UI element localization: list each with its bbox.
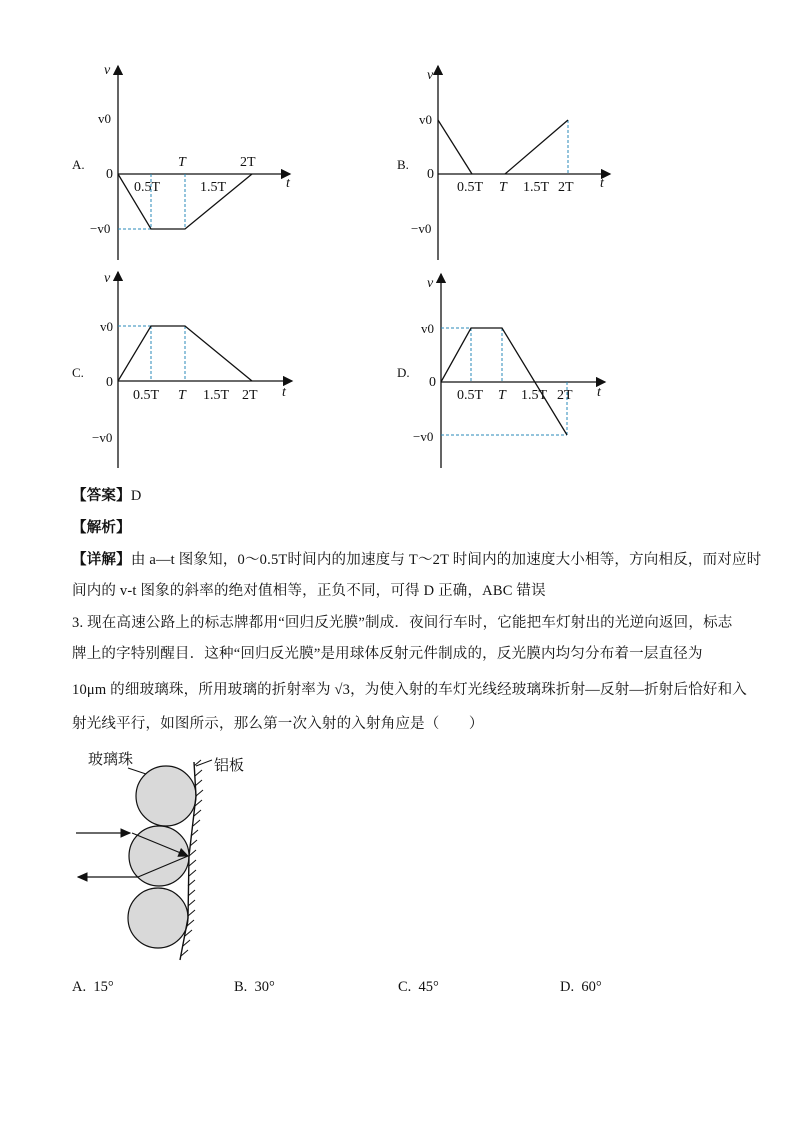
v0-label: v0 [98,111,111,126]
choice-c[interactable] [398,980,439,995]
zero-label: 0 [106,375,113,390]
answer-line [72,484,732,505]
choice-letter: D. [560,979,575,995]
v0-label: v0 [421,321,434,336]
option-label: C. [72,365,84,380]
t-axis-label: t [600,176,604,191]
detail-text-2: 间内的 v-t 图象的斜率的绝对值相等，正负不同，可得 D 正确，ABC 错误 [72,583,546,599]
graph-a [60,60,310,270]
retroreflector-figure [70,740,280,965]
bead-label: 玻璃珠 [88,752,134,768]
choice-b[interactable] [234,980,275,995]
t-axis-label: t [286,176,290,191]
v0-label: v0 [100,319,113,334]
v-axis-label: v [427,68,434,83]
tick-1.5T: 1.5T [521,388,548,403]
tick-2T: 2T [242,388,258,403]
zero-label: 0 [106,167,113,182]
question-line-1 [72,611,732,632]
detail-label: 【详解】 [72,552,131,568]
analysis-label: 【解析】 [72,520,131,536]
question-text-2: 牌上的字特别醒目．这种“回归反光膜”是用球体反射元件制成的，反光膜内均匀分布着一层直径为 [72,646,703,662]
choice-value: 30° [254,979,275,995]
v-axis-label: v [427,276,434,291]
graph-b [385,60,635,270]
answer-label: 【答案】 [72,488,131,504]
tick-2T: 2T [240,155,256,170]
question-text-1: 3. 现在高速公路上的标志牌都用“回归反光膜”制成．夜间行车时，它能把车灯射出的光逆向返回，标志 [72,615,733,631]
choice-value: 60° [581,979,602,995]
question-text-3: 10μm 的细玻璃珠，所用玻璃的折射率为 √3，为使入射的车灯光线经玻璃珠折射—反射—折射后恰好和入 [72,682,748,698]
choice-value: 15° [93,979,114,995]
choice-letter: A. [72,979,87,995]
tick-1.5T: 1.5T [200,180,227,195]
choice-d[interactable] [560,980,602,995]
tick-1.5T: 1.5T [203,388,230,403]
zero-label: 0 [427,167,434,182]
tick-2T: 2T [557,388,573,403]
tick-2T: 2T [558,180,574,195]
choice-letter: C. [398,979,412,995]
tick-T: T [178,155,186,170]
option-label: A. [72,157,85,172]
v-t-curve [438,120,472,174]
detail-line-2 [72,579,732,600]
plate-pointer [196,760,212,766]
option-label: D. [397,365,410,380]
v0-label: v0 [419,112,432,127]
tick-T: T [499,180,507,195]
question-line-2 [72,642,732,663]
option-label: B. [397,157,409,172]
tick-0.5T: 0.5T [457,180,484,195]
graph-d [385,268,635,478]
glass-bead [128,888,188,948]
t-axis-label: t [282,385,286,400]
answer-value: D [130,488,142,504]
tick-0.5T: 0.5T [134,180,161,195]
v-t-curve [505,120,568,174]
tick-T: T [498,388,506,403]
t-axis-label: t [597,385,601,400]
neg-v0-label: −v0 [413,429,434,444]
tick-0.5T: 0.5T [133,388,160,403]
tick-0.5T: 0.5T [457,388,484,403]
question-text-4: 射光线平行，如图所示，那么第一次入射的入射角应是（ ） [72,716,484,732]
v-axis-label: v [104,63,111,78]
neg-v0-label: −v0 [411,221,432,236]
neg-v0-label: −v0 [90,221,111,236]
v-axis-label: v [104,271,111,286]
choice-letter: B. [234,979,248,995]
neg-v0-label: −v0 [92,430,113,445]
zero-label: 0 [429,375,436,390]
tick-T: T [178,388,186,403]
graph-c [60,268,310,478]
glass-bead [136,766,196,826]
detail-line-1 [72,548,762,569]
choice-value: 45° [418,979,439,995]
analysis-line [72,516,732,537]
plate-label: 铝板 [214,758,245,774]
tick-1.5T: 1.5T [523,180,550,195]
detail-text-1: 由 a—t 图象知，0～0.5T时间内的加速度与 T～2T 时间内的加速度大小相等，方向相反，而对应时 [130,552,762,568]
question-line-3 [72,678,748,699]
choice-a[interactable] [72,980,114,995]
question-line-4 [72,712,732,733]
